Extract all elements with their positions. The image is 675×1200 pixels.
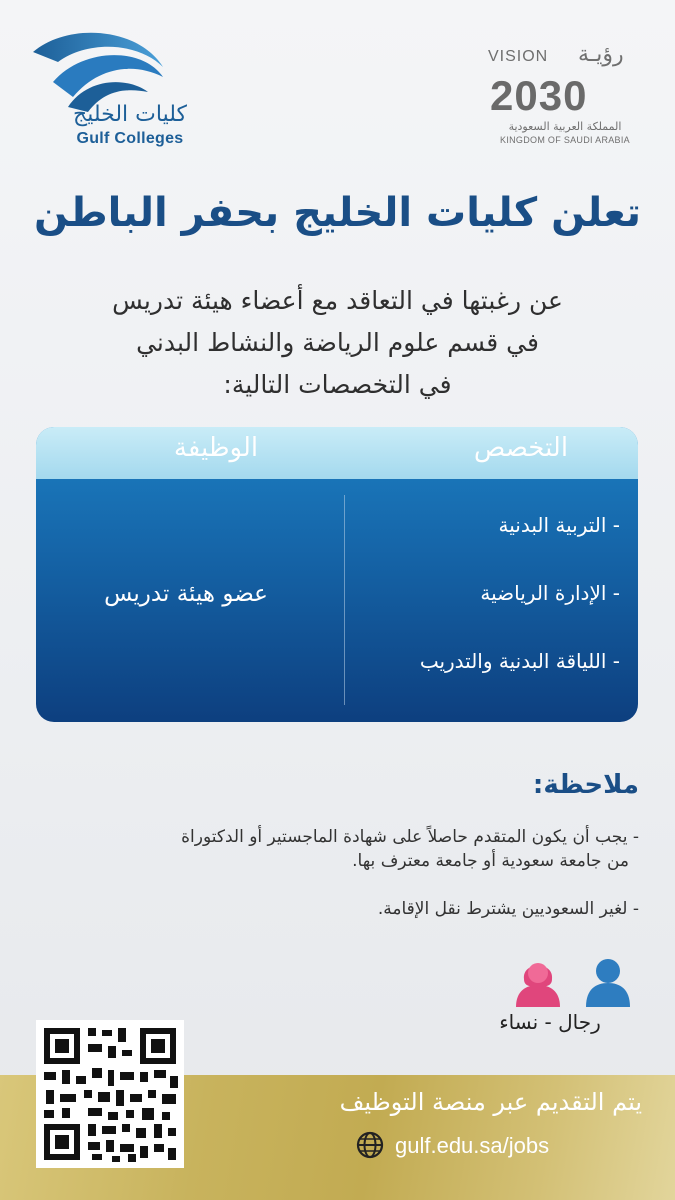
header-job: الوظيفة <box>173 433 259 463</box>
vision-word-en: VISION <box>488 48 549 65</box>
wave-logo-icon <box>28 22 198 112</box>
vision-2030-logo <box>478 38 658 148</box>
specialization-item: - التربية البدنية <box>498 513 620 537</box>
vision-word-ar: رؤيـة <box>578 42 624 67</box>
intro-line-1: عن رغبتها في التعاقد مع أعضاء هيئة تدريس <box>112 286 563 315</box>
qr-code[interactable] <box>36 1020 184 1168</box>
kingdom-name-en: KINGDOM OF SAUDI ARABIA <box>500 135 630 145</box>
kingdom-name-ar: المملكة العربية السعودية <box>508 120 622 133</box>
gender-label: رجال - نساء <box>499 1010 601 1034</box>
header-specialization: التخصص <box>473 433 569 463</box>
intro-line-3: في التخصصات التالية: <box>223 370 452 399</box>
male-icon <box>582 955 634 1007</box>
note-line-2: - لغير السعوديين يشترط نقل الإقامة. <box>377 899 639 919</box>
specialization-item: - اللياقة البدنية والتدريب <box>419 649 620 673</box>
positions-table <box>36 427 638 722</box>
vision-year: 2030 <box>490 72 588 119</box>
intro-line-2: في قسم علوم الرياضة والنشاط البدني <box>136 328 539 357</box>
female-icon <box>512 955 564 1007</box>
note-line-1b: من جامعة سعودية أو جامعة معترف بها. <box>352 851 629 871</box>
note-title: ملاحظة: <box>532 770 639 800</box>
globe-icon <box>355 1130 385 1160</box>
headline: تعلن كليات الخليج بحفر الباطن <box>33 190 642 236</box>
job-title: عضو هيئة تدريس <box>104 581 268 607</box>
specialization-item: - الإدارة الرياضية <box>480 581 620 605</box>
qr-code-icon <box>36 1020 184 1168</box>
note-line-1a: - يجب أن يكون المتقدم حاصلاً على شهادة الماجستير أو الدكتوراة <box>181 827 639 847</box>
table-divider <box>344 495 345 705</box>
jobs-url-link[interactable]: gulf.edu.sa/jobs <box>395 1133 550 1158</box>
apply-text: يتم التقديم عبر منصة التوظيف <box>339 1088 642 1116</box>
table-header <box>36 427 638 479</box>
intro-text <box>40 280 635 406</box>
college-name-en: Gulf Colleges <box>76 130 184 147</box>
college-name-ar: كليات الخليج <box>73 102 187 127</box>
